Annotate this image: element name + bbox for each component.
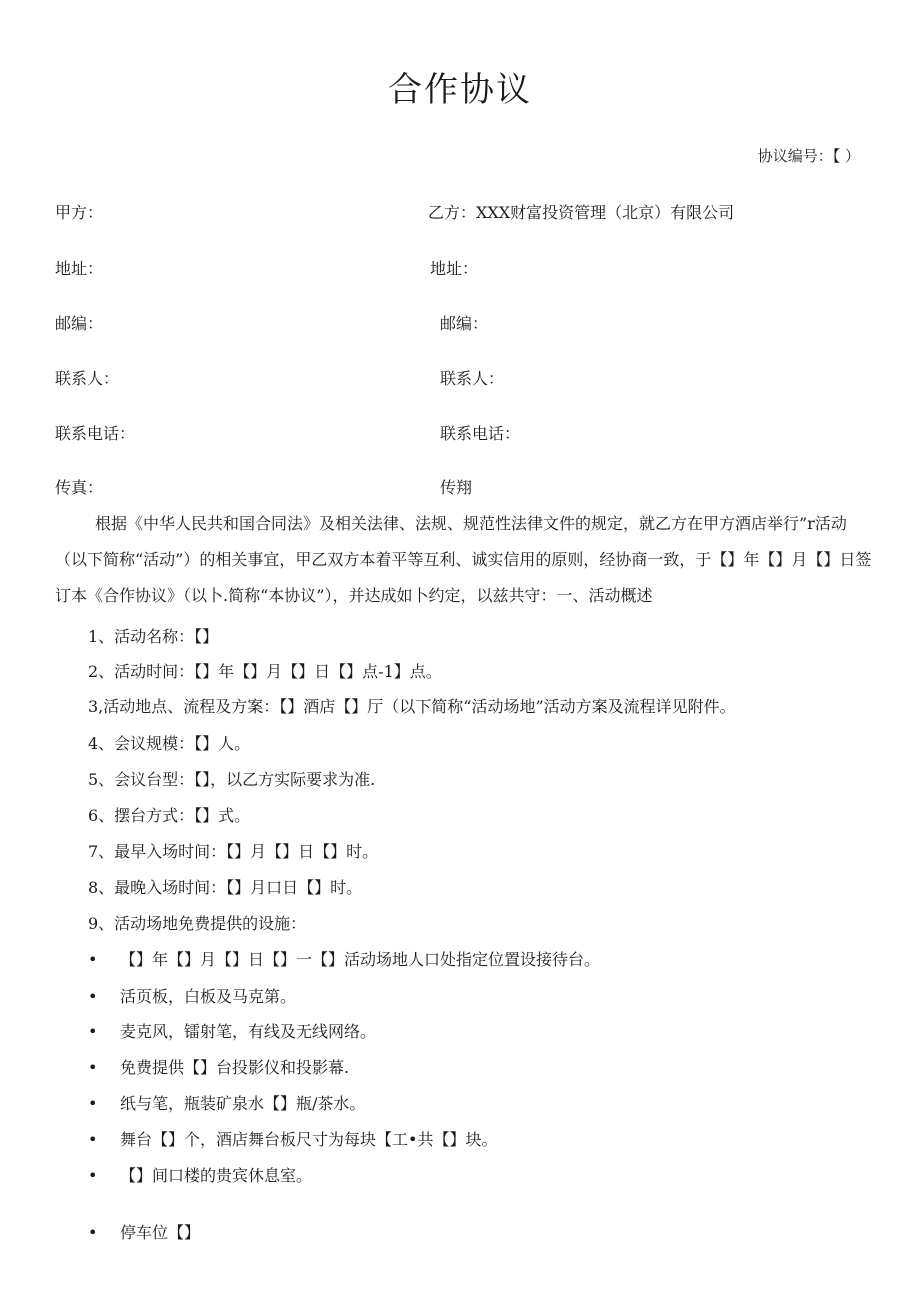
- list-item: 2、活动时间：【】年【】月【】日【】点-1】点。: [88, 662, 442, 681]
- bullet-text: 麦克风，镭射笔，有线及无线网络。: [120, 1022, 377, 1041]
- bullet-icon: •: [88, 950, 98, 969]
- bullet-text: 【】年【】月【】日【】一【】活动场地人口处指定位置设接待台。: [120, 950, 601, 969]
- list-item: 7、最早入场时间：【】月【】日【】时。: [88, 842, 379, 861]
- party-b-contact: 联系人：: [440, 369, 505, 388]
- bullet-icon: •: [88, 1094, 98, 1113]
- bullet-icon: •: [88, 1130, 98, 1149]
- bullet-text: 停车位【】: [120, 1223, 201, 1242]
- list-item: 3,活动地点、流程及方案：【】酒店【】厅（以下简称“活动场地”活动方案及流程详见附件。: [88, 697, 736, 716]
- bullet-text: 舞台【】个，酒店舞台板尺寸为每块【工•共【】块。: [120, 1130, 498, 1149]
- agreement-number: 协议编号：【 ）: [757, 147, 860, 165]
- party-b-address: 地址：: [430, 259, 479, 278]
- bullet-item: [88, 1127, 497, 1150]
- list-item: 6、摆台方式：【】式。: [88, 806, 251, 825]
- bullet-text: 免费提供【】台投影仪和投影幕.: [120, 1058, 350, 1077]
- bullet-icon: •: [88, 1058, 98, 1077]
- list-item: 9、活动场地免费提供的设施：: [88, 914, 307, 933]
- bullet-icon: •: [88, 1166, 98, 1185]
- party-a-address: 地址：: [55, 259, 104, 278]
- party-a-phone: 联系电话：: [55, 424, 136, 443]
- party-b-fax: 传翔: [440, 478, 473, 497]
- bullet-item: [88, 947, 600, 970]
- bullet-icon: •: [88, 987, 98, 1006]
- party-a-name: 甲方：: [55, 203, 104, 222]
- bullet-item: [88, 1055, 349, 1078]
- list-item: 4、会议规模：【】人。: [88, 734, 251, 753]
- party-b-postcode: 邮编：: [440, 314, 489, 333]
- bullet-text: 纸与笔，瓶装矿泉水【】瓶/茶水。: [120, 1094, 366, 1113]
- bullet-item: [88, 1163, 312, 1186]
- bullet-icon: •: [88, 1223, 98, 1242]
- party-b-phone: 联系电话：: [440, 424, 521, 443]
- bullet-item: [88, 1220, 200, 1243]
- bullet-item: [88, 1019, 376, 1042]
- party-b-name: 乙方：XXX财富投资管理（北京）有限公司: [428, 203, 735, 222]
- bullet-text: 【】间口楼的贵宾休息室。: [120, 1166, 313, 1185]
- list-item: 1、活动名称：【】: [88, 627, 219, 646]
- party-a-postcode: 邮编：: [55, 314, 104, 333]
- bullet-item: [88, 1091, 365, 1114]
- party-a-contact: 联系人：: [55, 369, 120, 388]
- intro-paragraph: 根据《中华人民共和国合同法》及相关法律、法规、规范性法律文件的规定，就乙方在甲方酒店举行”r活动（以下简称“活动”）的相关事宜，甲乙双方本着平等互利、诚实信用的原则，经协商一致，于【】年【】月【】日签订本《合作协议》（以卜.简称“本协议”），并达成如卜约定，以兹共守：一、活动概述: [55, 514, 872, 605]
- party-a-fax: 传真：: [55, 478, 104, 497]
- document-title: 合作协议: [388, 70, 532, 110]
- bullet-icon: •: [88, 1022, 98, 1041]
- bullet-text: 活页板，白板及马克第。: [120, 987, 297, 1006]
- bullet-item: [88, 984, 296, 1007]
- list-item: 8、最晚入场时间：【】月口日【】时。: [88, 878, 363, 897]
- list-item: 5、会议台型：【】，以乙方实际要求为准.: [88, 770, 376, 789]
